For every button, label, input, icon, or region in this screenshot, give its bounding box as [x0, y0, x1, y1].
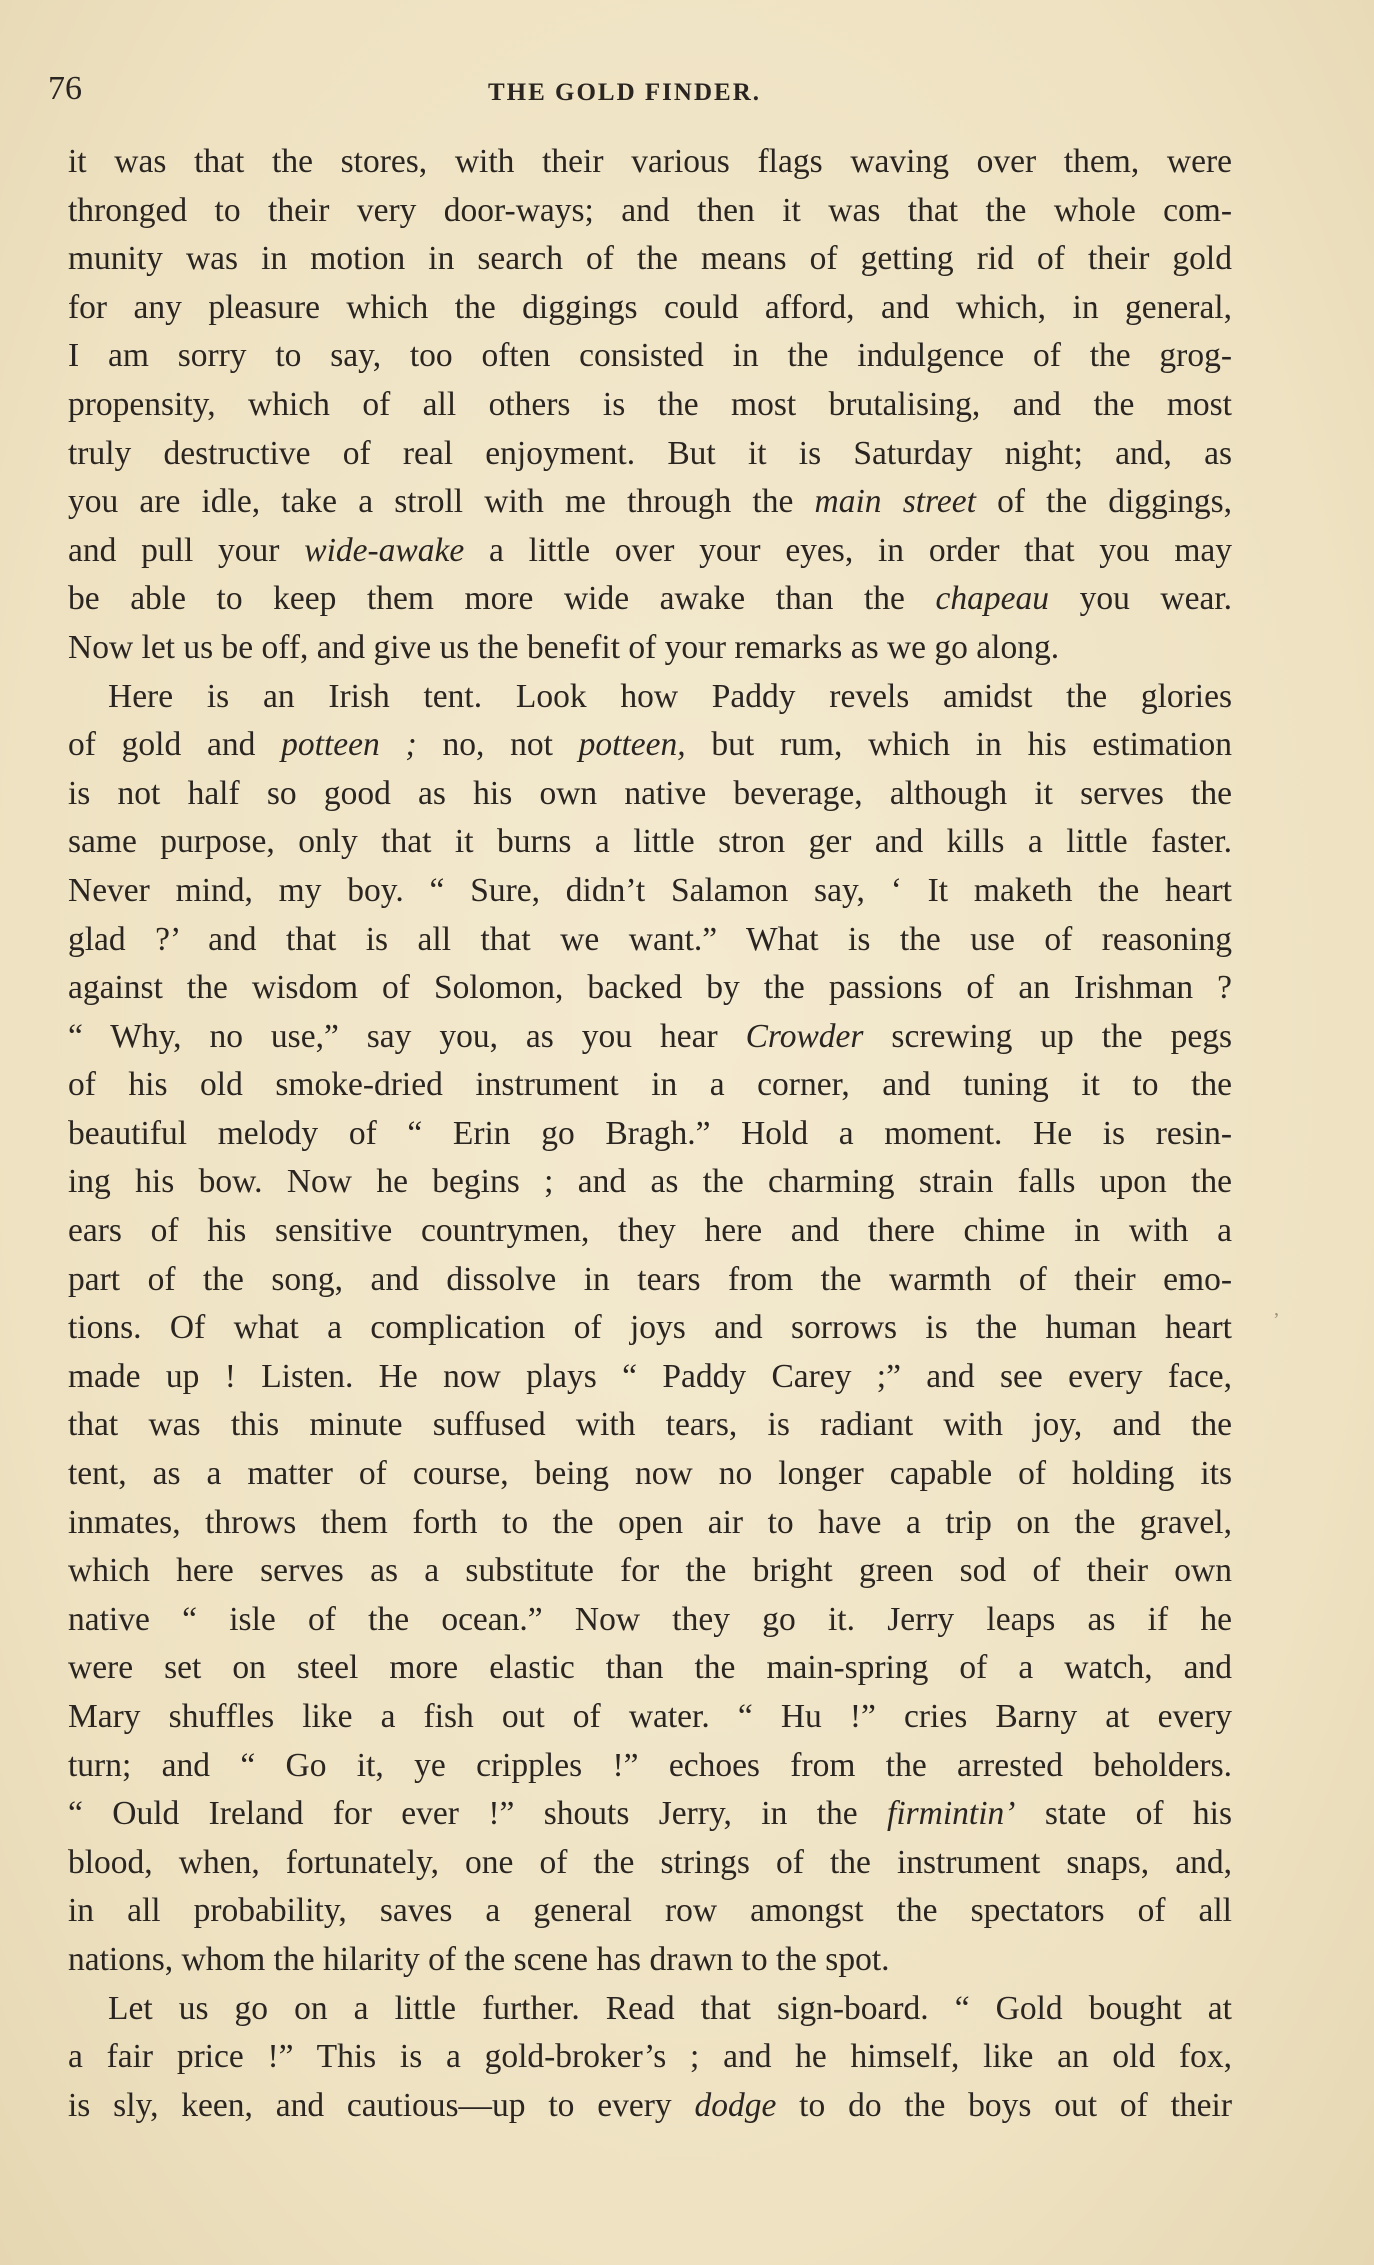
text-line [68, 1596, 1232, 1645]
text-run: ears of his sensitive countrymen, they here and there chime in with a [68, 1212, 1232, 1250]
text-line [68, 721, 1232, 770]
text-line [68, 1499, 1232, 1548]
text-line [68, 916, 1232, 965]
text-run: in all probability, saves a general row amongst the spectators of all [68, 1892, 1232, 1930]
italic-phrase: dodge [694, 2086, 777, 2124]
text-run: “ Why, no use,” say you, as you hear [68, 1017, 746, 1055]
text-line [68, 235, 1232, 284]
text-run: turn; and “ Go it, ye cripples !” echoes from the arrested beholders. [68, 1746, 1232, 1784]
running-title: THE GOLD FINDER. [488, 79, 762, 106]
text-run: a little over your eyes, in order that you may [464, 531, 1232, 569]
text-line [68, 1450, 1232, 1499]
text-run: native “ isle of the ocean.” Now they go it. Jerry leaps as if he [68, 1600, 1232, 1638]
text-run: of his old smoke-dried instrument in a corner, and tuning it to the [68, 1066, 1232, 1104]
text-line [68, 478, 1232, 527]
text-run: it was that the stores, with their various flags waving over them, were [68, 143, 1232, 180]
text-line [68, 1304, 1232, 1353]
text-run: but rum, which in his estimation [685, 726, 1232, 764]
text-run: same purpose, only that it burns a little stron ger and kills a little faster. [68, 823, 1232, 861]
text-run: is sly, keen, and cautious—up to every [68, 2086, 695, 2124]
margin-mark: , [1274, 1298, 1279, 1320]
text-run: to do the boys out of their [776, 2086, 1232, 2124]
text-run: screwing up the pegs [863, 1017, 1233, 1055]
text-line [68, 527, 1232, 576]
body-text [68, 138, 1232, 2130]
text-run: were set on steel more elastic than the main-spring of a watch, and [68, 1649, 1232, 1687]
text-run: which here serves as a substitute for the bright green sod of their own [68, 1552, 1232, 1590]
text-line [68, 430, 1232, 479]
text-run: you wear. [1049, 580, 1233, 618]
text-line [68, 818, 1232, 867]
text-run: that was this minute suffused with tears, is radiant with joy, and the [68, 1406, 1232, 1444]
italic-phrase: potteen, [578, 726, 686, 764]
text-run: you are idle, take a stroll with me through the [68, 483, 815, 521]
text-run: ing his bow. Now he begins ; and as the charming strain falls upon the [68, 1163, 1232, 1201]
text-line [68, 2082, 1232, 2131]
text-line [68, 770, 1232, 819]
text-line [68, 1353, 1232, 1402]
italic-phrase: potteen ; [281, 726, 417, 764]
text-run: a fair price !” This is a gold-broker’s ; and he himself, like an old fox, [68, 2038, 1232, 2076]
running-head [48, 66, 1228, 112]
text-line [68, 673, 1232, 722]
text-run: beautiful melody of “ Erin go Bragh.” Hold a moment. He is resin- [68, 1114, 1232, 1152]
text-line [68, 381, 1232, 430]
text-run: state of his [1015, 1795, 1232, 1833]
text-line [68, 1985, 1232, 2034]
text-run: made up ! Listen. He now plays “ Paddy Carey ;” and see every face, [68, 1357, 1232, 1395]
text-line [68, 1401, 1232, 1450]
italic-phrase: chapeau [935, 580, 1049, 618]
text-line [68, 575, 1232, 624]
text-run: tent, as a matter of course, being now no longer capable of holding its [68, 1455, 1232, 1493]
text-run: of gold and [68, 726, 282, 764]
text-run: and pull your [68, 531, 305, 569]
text-line [68, 1790, 1232, 1839]
text-line [68, 1547, 1232, 1596]
italic-phrase: Crowder [745, 1017, 864, 1055]
text-line [68, 1839, 1232, 1888]
text-run: blood, when, fortunately, one of the strings of the instrument snaps, and, [68, 1843, 1232, 1881]
text-run: no, not [416, 726, 579, 764]
text-line [68, 1061, 1232, 1110]
text-line [68, 1013, 1232, 1062]
italic-phrase: main street [814, 483, 976, 521]
text-run: truly destructive of real enjoyment. But it is Saturday night; and, as [68, 434, 1232, 472]
text-run: glad ?’ and that is all that we want.” What is the use of reasoning [68, 920, 1232, 958]
text-run: “ Ould Ireland for ever !” shouts Jerry, in the [68, 1795, 888, 1833]
text-run: I am sorry to say, too often consisted in the indulgence of the grog- [68, 337, 1232, 375]
text-run: nations, whom the hilarity of the scene has drawn to the spot. [68, 1940, 890, 1978]
text-run: against the wisdom of Solomon, backed by the passions of an Irishman ? [68, 969, 1232, 1007]
text-line [68, 1742, 1232, 1791]
text-run: Never mind, my boy. “ Sure, didn’t Salamon say, ‘ It maketh the heart [68, 871, 1232, 909]
text-line [68, 964, 1232, 1013]
text-run: be able to keep them more wide awake than the [68, 580, 936, 618]
text-line [68, 2033, 1232, 2082]
text-line [68, 1256, 1232, 1305]
text-line [68, 284, 1232, 333]
text-line [68, 332, 1232, 381]
text-line [68, 1110, 1232, 1159]
text-line [68, 1887, 1232, 1936]
text-run: Now let us be off, and give us the benefit of your remarks as we go along. [68, 628, 1060, 666]
text-run: tions. Of what a complication of joys and sorrows is the human heart [68, 1309, 1232, 1347]
text-run: inmates, throws them forth to the open air to have a trip on the gravel, [68, 1503, 1232, 1541]
text-line [68, 1644, 1232, 1693]
text-run: Here is an Irish tent. Look how Paddy revels amidst the glories [108, 677, 1232, 715]
italic-phrase: firmintin’ [887, 1795, 1016, 1833]
text-run: part of the song, and dissolve in tears from the warmth of their emo- [68, 1260, 1232, 1298]
text-run: of the diggings, [975, 483, 1233, 521]
text-run: for any pleasure which the diggings could afford, and which, in general, [68, 288, 1232, 326]
text-line [68, 187, 1232, 236]
text-run: munity was in motion in search of the means of getting rid of their gold [68, 240, 1232, 278]
text-run: Mary shuffles like a fish out of water. “ Hu !” cries Barny at every [68, 1698, 1232, 1735]
text-run: propensity, which of all others is the most brutalising, and the most [68, 385, 1232, 423]
text-run: is not half so good as his own native beverage, although it serves the [68, 774, 1232, 812]
text-line [68, 624, 1232, 673]
text-line [68, 867, 1232, 916]
text-run: Let us go on a little further. Read that sign-board. “ Gold bought at [108, 1989, 1232, 2027]
text-line [68, 1207, 1232, 1256]
text-run: thronged to their very door-ways; and then it was that the whole com- [68, 191, 1232, 229]
text-line [68, 1693, 1232, 1742]
text-line [68, 1936, 1232, 1985]
text-line [68, 138, 1232, 187]
text-line [68, 1158, 1232, 1207]
italic-phrase: wide-awake [304, 531, 465, 569]
page-number: 76 [48, 70, 82, 107]
